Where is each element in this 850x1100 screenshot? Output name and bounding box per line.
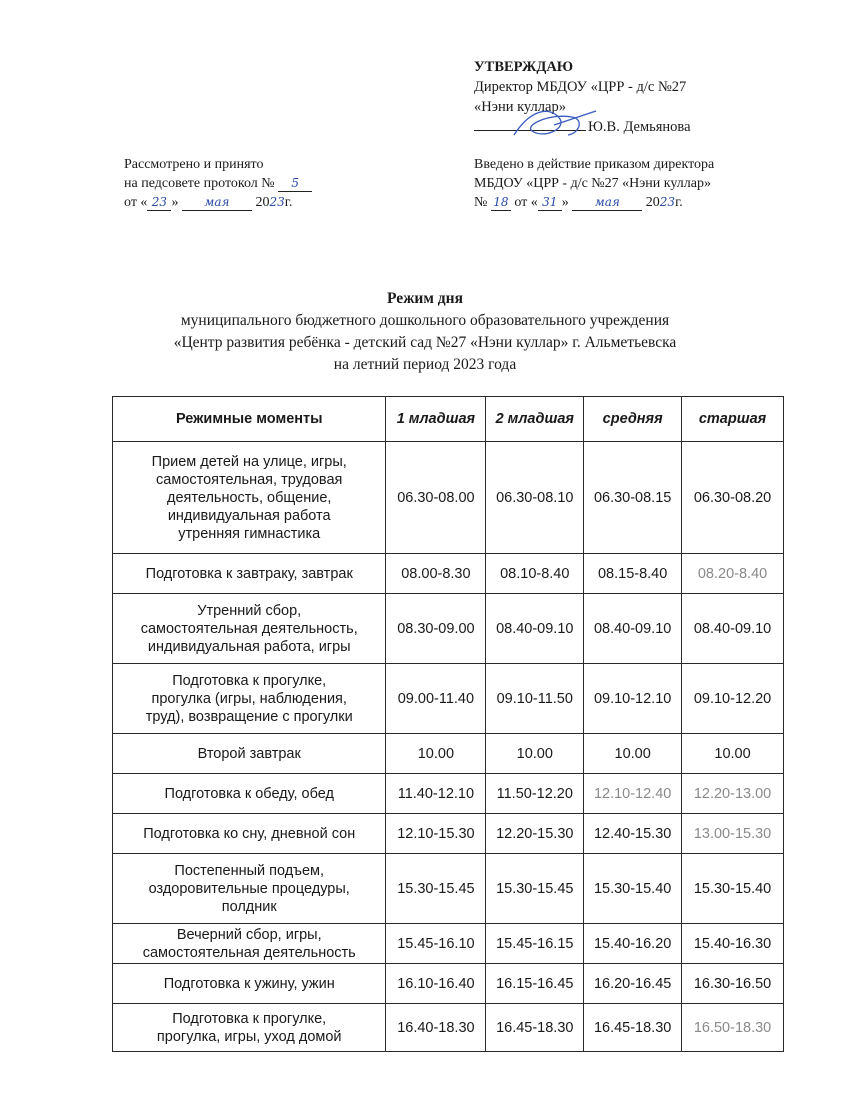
activity-line: самостоятельная деятельность,: [140, 620, 358, 637]
time-cell: 16.15-16.45: [486, 964, 584, 1004]
time-cell: 10.00: [386, 734, 486, 774]
introduced-month: мая: [572, 195, 642, 211]
time-cell: 12.10-12.40: [584, 774, 682, 814]
document-title: [0, 288, 850, 376]
header-activity: Режимные моменты: [113, 397, 386, 442]
time-cell: 16.30-16.50: [682, 964, 784, 1004]
table-row: [113, 774, 784, 814]
considered-block: [124, 155, 424, 212]
time-cell: 10.00: [584, 734, 682, 774]
activity-line: оздоровительные процедуры,: [148, 880, 350, 897]
time-cell: 08.40-09.10: [486, 594, 584, 664]
table-row: [113, 442, 784, 554]
time-cell: 16.45-18.30: [486, 1004, 584, 1052]
activity-cell: [113, 964, 386, 1004]
time-cell: 09.10-11.50: [486, 664, 584, 734]
activity-line: индивидуальная работа: [167, 507, 331, 524]
activity-line: Подготовка к прогулке,: [172, 1010, 327, 1027]
time-cell: 16.45-18.30: [584, 1004, 682, 1052]
considered-day: 23: [147, 195, 171, 211]
activity-cell: [113, 442, 386, 554]
protocol-number: 5: [278, 176, 312, 192]
time-cell: 16.10-16.40: [386, 964, 486, 1004]
considered-month: мая: [182, 195, 252, 211]
title-line2: муниципального бюджетного дошкольного образовательного учреждения: [180, 312, 670, 329]
signer-name: Ю.В. Демьянова: [588, 119, 691, 135]
time-cell: 09.10-12.10: [584, 664, 682, 734]
activity-line: Подготовка ко сну, дневной сон: [143, 825, 356, 842]
introduced-year: 23: [659, 195, 676, 209]
time-cell: 15.45-16.15: [486, 924, 584, 964]
activity-cell: [113, 774, 386, 814]
time-cell: 08.30-09.00: [386, 594, 486, 664]
time-cell: 16.20-16.45: [584, 964, 682, 1004]
introduced-line1: Введено в действие приказом директора: [474, 157, 715, 172]
time-cell: 08.20-8.40: [682, 554, 784, 594]
time-cell: 12.20-15.30: [486, 814, 584, 854]
time-cell: 12.40-15.30: [584, 814, 682, 854]
considered-year: 23: [269, 195, 285, 209]
title-line1: Режим дня: [387, 290, 463, 307]
protocol-label: на педсовете протокол №: [124, 176, 275, 191]
considered-line2: [124, 174, 424, 193]
time-cell: 09.10-12.20: [682, 664, 784, 734]
activity-line: Подготовка к ужину, ужин: [163, 975, 335, 992]
considered-date: от « 23 » мая 2023г.: [124, 195, 293, 210]
table-row: [113, 854, 784, 924]
table-row: [113, 554, 784, 594]
time-cell: 08.15-8.40: [584, 554, 682, 594]
introduced-order: № 18 от « 31 » мая 2023г.: [474, 195, 683, 210]
time-cell: 15.40-16.30: [682, 924, 784, 964]
introduced-line2: МБДОУ «ЦРР - д/с №27 «Нэни куллар»: [474, 176, 711, 191]
introduced-block: [474, 155, 794, 212]
activity-cell: [113, 854, 386, 924]
activity-line: самостоятельная, трудовая: [156, 471, 343, 488]
activity-cell: [113, 814, 386, 854]
activity-line: утренняя гимнастика: [178, 525, 321, 542]
time-cell: 16.40-18.30: [386, 1004, 486, 1052]
table-row: [113, 594, 784, 664]
time-cell: 16.50-18.30: [682, 1004, 784, 1052]
table-row: [113, 814, 784, 854]
time-cell: 11.50-12.20: [486, 774, 584, 814]
time-cell: 08.10-8.40: [486, 554, 584, 594]
activity-line: Подготовка к обеду, обед: [164, 785, 334, 802]
activity-cell: [113, 734, 386, 774]
activity-line: прогулка (игры, наблюдения,: [151, 690, 347, 707]
time-cell: 15.30-15.45: [386, 854, 486, 924]
introduced-day: 31: [538, 195, 562, 211]
activity-line: Второй завтрак: [197, 745, 301, 762]
time-cell: 10.00: [682, 734, 784, 774]
order-number: 18: [491, 195, 511, 211]
activity-line: деятельность, общение,: [167, 489, 332, 506]
header-group-senior: старшая: [682, 397, 784, 442]
activity-cell: [113, 594, 386, 664]
table-header-row: [113, 397, 784, 442]
table-row: [113, 1004, 784, 1052]
approval-line2: «Нэни куллар»: [474, 99, 566, 115]
time-cell: 12.20-13.00: [682, 774, 784, 814]
time-cell: 06.30-08.10: [486, 442, 584, 554]
schedule-table: [112, 396, 784, 1052]
time-cell: 10.00: [486, 734, 584, 774]
table-row: [113, 664, 784, 734]
table-row: [113, 964, 784, 1004]
time-cell: 06.30-08.20: [682, 442, 784, 554]
activity-line: полдник: [221, 898, 277, 915]
time-cell: 06.30-08.15: [584, 442, 682, 554]
considered-line1: Рассмотрено и принято: [124, 157, 264, 172]
time-cell: 08.00-8.30: [386, 554, 486, 594]
time-cell: 08.40-09.10: [584, 594, 682, 664]
activity-line: самостоятельная деятельность: [142, 944, 356, 961]
header-group-2: 2 младшая: [486, 397, 584, 442]
activity-line: Вечерний сбор, игры,: [176, 926, 322, 943]
activity-cell: [113, 664, 386, 734]
handwritten-signature: [510, 105, 600, 145]
table-row: [113, 924, 784, 964]
activity-cell: [113, 1004, 386, 1052]
title-line4: на летний период 2023 года: [333, 356, 517, 373]
time-cell: 15.30-15.45: [486, 854, 584, 924]
time-cell: 13.00-15.30: [682, 814, 784, 854]
time-cell: 15.30-15.40: [682, 854, 784, 924]
title-line3: «Центр развития ребёнка - детский сад №27 «Нэни куллар» г. Альметьевска: [173, 334, 677, 351]
activity-line: индивидуальная работа, игры: [147, 638, 351, 655]
header-group-middle: средняя: [584, 397, 682, 442]
activity-line: Утренний сбор,: [197, 602, 302, 619]
time-cell: 15.45-16.10: [386, 924, 486, 964]
time-cell: 08.40-09.10: [682, 594, 784, 664]
activity-cell: [113, 554, 386, 594]
time-cell: 12.10-15.30: [386, 814, 486, 854]
header-group-1: 1 младшая: [386, 397, 486, 442]
activity-line: Подготовка к прогулке,: [172, 672, 327, 689]
time-cell: 06.30-08.00: [386, 442, 486, 554]
activity-line: Подготовка к завтраку, завтрак: [145, 565, 353, 582]
activity-cell: [113, 924, 386, 964]
time-cell: 11.40-12.10: [386, 774, 486, 814]
activity-line: прогулка, игры, уход домой: [156, 1028, 342, 1045]
approval-heading: УТВЕРЖДАЮ: [474, 59, 574, 75]
time-cell: 09.00-11.40: [386, 664, 486, 734]
time-cell: 15.30-15.40: [584, 854, 682, 924]
activity-line: труд), возвращение с прогулки: [145, 708, 353, 725]
table-row: [113, 734, 784, 774]
time-cell: 15.40-16.20: [584, 924, 682, 964]
activity-line: Прием детей на улице, игры,: [151, 453, 347, 470]
approval-line1: Директор МБДОУ «ЦРР - д/с №27: [474, 79, 687, 95]
activity-line: Постепенный подъем,: [174, 862, 325, 879]
